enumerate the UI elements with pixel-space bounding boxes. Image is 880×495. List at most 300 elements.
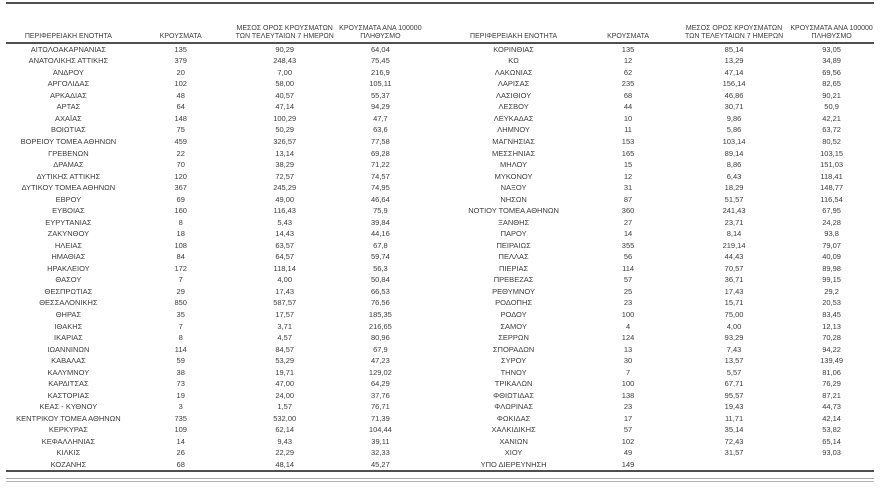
cases-cell: 160 xyxy=(174,206,187,216)
table-row xyxy=(6,344,422,356)
table-row xyxy=(6,229,422,241)
cases-cell: 7 xyxy=(625,367,631,377)
table-row xyxy=(450,401,874,413)
cases-cell: 57 xyxy=(623,425,633,435)
avg7-cell: 64,57 xyxy=(275,252,295,262)
avg7-cell: 9,86 xyxy=(726,113,742,123)
table-row xyxy=(6,309,422,321)
per100k-cell: 93,8 xyxy=(824,229,839,239)
per100k-cell: 55,37 xyxy=(371,90,390,100)
region-cell: ΛΕΣΒΟΥ xyxy=(498,102,529,112)
cases-cell: 100 xyxy=(621,309,635,319)
per100k-cell: 89,98 xyxy=(822,263,841,273)
region-cell: ΠΕΙΡΑΙΩΣ xyxy=(496,240,531,250)
region-cell: ΣΑΜΟΥ xyxy=(500,321,527,331)
region-cell: ΘΕΣΣΑΛΟΝΙΚΗΣ xyxy=(39,298,98,308)
cases-cell: 109 xyxy=(174,425,187,435)
cases-cell: 22 xyxy=(176,148,185,158)
avg7-cell: 58,00 xyxy=(275,79,295,89)
avg7-cell: 62,14 xyxy=(275,425,295,435)
per100k-cell: 104,44 xyxy=(368,425,392,435)
avg7-cell: 85,14 xyxy=(724,44,744,54)
cases-cell: 360 xyxy=(621,206,635,216)
cases-cell: 153 xyxy=(621,137,635,147)
cases-cell: 87 xyxy=(623,194,633,204)
cases-cell: 8 xyxy=(178,333,183,343)
table-row xyxy=(450,367,874,379)
avg7-cell: 93,29 xyxy=(724,333,744,343)
per100k-cell: 216,65 xyxy=(368,321,392,331)
per100k-cell: 71,22 xyxy=(371,160,390,170)
avg7-cell: 7,00 xyxy=(277,67,292,77)
avg7-cell: 3,71 xyxy=(277,321,292,331)
table-row xyxy=(6,390,422,402)
col-header-avg7-line2: ΤΩΝ ΤΕΛΕΥΤΑΙΩΝ 7 ΗΜΕΡΩΝ xyxy=(235,33,334,41)
col-header-cases xyxy=(131,10,231,44)
region-cell: ΚΟΖΑΝΗΣ xyxy=(50,459,87,469)
per100k-cell: 67,9 xyxy=(373,344,388,354)
col-header-per100k-line2: ΠΛΗΘΥΣΜΟ xyxy=(811,33,852,41)
per100k-cell: 82,65 xyxy=(822,79,841,89)
table-row xyxy=(6,171,422,183)
per100k-cell: 76,56 xyxy=(371,298,390,308)
per100k-cell: 29,2 xyxy=(824,286,839,296)
cases-cell: 8 xyxy=(178,217,183,227)
table-row xyxy=(450,355,874,367)
per100k-cell: 216,9 xyxy=(371,67,390,77)
col-header-region xyxy=(450,10,577,44)
avg7-cell: 116,43 xyxy=(273,206,296,216)
cases-cell: 100 xyxy=(621,379,635,389)
table-row xyxy=(450,148,874,160)
avg7-cell: 17,43 xyxy=(724,286,744,296)
cases-cell: 3 xyxy=(178,402,183,412)
avg7-cell: 156,14 xyxy=(722,79,746,89)
region-cell: ΚΑΡΔΙΤΣΑΣ xyxy=(48,379,89,389)
region-cell: ΛΕΥΚΑΔΑΣ xyxy=(493,113,534,123)
per100k-cell: 80,96 xyxy=(371,333,390,343)
region-cell: ΦΛΩΡΙΝΑΣ xyxy=(494,402,533,412)
cases-cell: 23 xyxy=(623,298,633,308)
region-cell: ΚΙΛΚΙΣ xyxy=(56,448,81,458)
region-cell: ΝΟΤΙΟΥ ΤΟΜΕΑ ΑΘΗΝΩΝ xyxy=(468,206,559,216)
avg7-cell: 6,43 xyxy=(726,171,742,181)
table-row xyxy=(450,378,874,390)
cases-cell: 172 xyxy=(174,263,187,273)
avg7-cell: 63,57 xyxy=(275,240,295,250)
avg7-cell: 326,57 xyxy=(273,137,297,147)
region-cell: ΠΡΕΒΕΖΑΣ xyxy=(493,275,534,285)
region-cell: ΜΕΣΣΗΝΙΑΣ xyxy=(492,148,536,158)
table-row xyxy=(6,355,422,367)
table-row xyxy=(450,263,874,275)
table-row xyxy=(450,252,874,264)
cases-cell: 57 xyxy=(623,275,633,285)
region-cell: ΗΜΑΘΙΑΣ xyxy=(51,252,86,262)
region-cell: ΧΑΛΚΙΔΙΚΗΣ xyxy=(491,425,536,435)
per100k-cell: 81,06 xyxy=(822,367,841,377)
cases-cell: 120 xyxy=(174,171,187,181)
avg7-cell: 5,86 xyxy=(726,125,742,135)
avg7-cell: 587,57 xyxy=(273,298,297,308)
cases-cell: 108 xyxy=(174,240,187,250)
avg7-cell: 70,57 xyxy=(724,263,744,273)
per100k-cell: 53,82 xyxy=(822,425,841,435)
table-row xyxy=(6,275,422,287)
table-row xyxy=(6,194,422,206)
region-cell: ΝΑΞΟΥ xyxy=(500,183,527,193)
table-row xyxy=(450,459,874,471)
avg7-cell: 17,57 xyxy=(275,309,295,319)
per100k-cell: 76,29 xyxy=(822,379,841,389)
cases-table-right xyxy=(450,10,874,471)
per100k-cell: 40,09 xyxy=(822,252,841,262)
table-row xyxy=(6,125,422,137)
region-cell: ΔΡΑΜΑΣ xyxy=(53,160,84,170)
per100k-cell: 42,21 xyxy=(822,113,841,123)
table-row xyxy=(6,240,422,252)
region-cell: ΤΗΝΟΥ xyxy=(500,367,527,377)
cases-cell: 7 xyxy=(178,275,183,285)
per100k-cell: 148,77 xyxy=(820,183,844,193)
cases-cell: 27 xyxy=(623,217,633,227)
cases-cell: 38 xyxy=(176,367,185,377)
region-cell: ΓΡΕΒΕΝΩΝ xyxy=(48,148,89,158)
cases-cell: 19 xyxy=(176,390,185,400)
region-cell: ΝΗΣΩΝ xyxy=(500,194,527,204)
avg7-cell: 241,43 xyxy=(722,206,746,216)
region-cell: ΜΥΚΟΝΟΥ xyxy=(494,171,533,181)
region-cell: ΙΚΑΡΙΑΣ xyxy=(53,333,83,343)
table-row xyxy=(6,401,422,413)
col-header-per100k-line1: ΚΡΟΥΣΜΑΤΑ ΑΝΑ 100000 xyxy=(339,24,422,32)
cases-cell: 114 xyxy=(622,263,635,273)
region-cell: ΑΧΑΪΑΣ xyxy=(55,113,82,123)
cases-cell: 459 xyxy=(174,137,187,147)
cases-cell: 14 xyxy=(176,436,185,446)
avg7-cell: 13,57 xyxy=(724,356,744,366)
table-row xyxy=(450,344,874,356)
col-header-per100k xyxy=(339,10,422,44)
region-cell: ΔΥΤΙΚΗΣ ΑΤΤΙΚΗΣ xyxy=(36,171,101,181)
cases-cell: 7 xyxy=(178,321,183,331)
per100k-cell: 39,11 xyxy=(371,436,390,446)
region-cell: ΕΥΒΟΙΑΣ xyxy=(52,206,85,216)
cases-cell: 73 xyxy=(176,379,185,389)
per100k-cell: 116,54 xyxy=(820,194,843,204)
avg7-cell: 31,57 xyxy=(724,448,744,458)
region-cell: ΕΥΡΥΤΑΝΙΑΣ xyxy=(45,217,92,227)
region-cell: ΘΗΡΑΣ xyxy=(55,309,82,319)
region-cell: ΛΑΚΩΝΙΑΣ xyxy=(494,67,533,77)
cases-cell: 12 xyxy=(623,56,633,66)
region-cell: ΒΟΙΩΤΙΑΣ xyxy=(50,125,86,135)
cases-cell: 379 xyxy=(174,56,187,66)
region-cell: ΜΗΛΟΥ xyxy=(500,160,528,170)
region-cell: ΤΡΙΚΑΛΩΝ xyxy=(494,379,533,389)
cases-cell: 49 xyxy=(623,448,633,458)
region-cell: ΧΙΟΥ xyxy=(504,448,523,458)
table-row xyxy=(6,90,422,102)
region-cell: ΦΩΚΙΔΑΣ xyxy=(496,413,531,423)
region-cell: ΠΕΛΛΑΣ xyxy=(498,252,529,262)
top-rule xyxy=(6,2,874,4)
avg7-cell: 19,43 xyxy=(724,402,744,412)
avg7-cell: 51,57 xyxy=(724,194,744,204)
cases-cell: 149 xyxy=(621,459,635,469)
avg7-cell: 13,14 xyxy=(275,148,295,158)
avg7-cell: 4,57 xyxy=(277,333,292,343)
avg7-cell: 35,14 xyxy=(724,425,744,435)
cases-cell: 135 xyxy=(174,44,187,54)
avg7-cell: 40,57 xyxy=(275,90,295,100)
avg7-cell: 118,14 xyxy=(273,263,296,273)
cases-cell: 31 xyxy=(623,183,633,193)
region-cell: ΘΕΣΠΡΩΤΙΑΣ xyxy=(44,286,93,296)
region-cell: ΘΑΣΟΥ xyxy=(55,275,82,285)
avg7-cell: 47,00 xyxy=(275,379,295,389)
avg7-cell: 103,14 xyxy=(722,137,746,147)
cases-cell: 12 xyxy=(623,171,633,181)
table-row xyxy=(450,229,874,241)
avg7-cell: 8,14 xyxy=(726,229,742,239)
table-row xyxy=(450,298,874,310)
per100k-cell: 75,9 xyxy=(373,206,388,216)
table-row xyxy=(6,67,422,79)
cases-cell: 64 xyxy=(176,102,185,112)
region-cell: ΗΛΕΙΑΣ xyxy=(54,240,82,250)
table-row xyxy=(6,332,422,344)
cases-cell: 18 xyxy=(176,229,185,239)
avg7-cell: 5,57 xyxy=(726,367,742,377)
per100k-cell: 59,74 xyxy=(371,252,390,262)
avg7-cell: 75,00 xyxy=(724,309,744,319)
avg7-cell: 5,43 xyxy=(277,217,292,227)
per100k-cell: 76,71 xyxy=(371,402,390,412)
col-header-region-label: ΠΕΡΙΦΕΡΕΙΑΚΗ ΕΝΟΤΗΤΑ xyxy=(24,33,112,41)
table-row xyxy=(6,102,422,114)
table-row xyxy=(6,321,422,333)
cases-cell: 165 xyxy=(621,148,635,158)
per100k-cell: 66,53 xyxy=(371,286,390,296)
cases-cell: 114 xyxy=(174,344,187,354)
region-cell: ΚΩ xyxy=(508,56,519,66)
per100k-cell: 94,29 xyxy=(371,102,390,112)
cases-cell: 75 xyxy=(176,125,185,135)
header-row xyxy=(450,10,874,44)
per100k-cell: 105,11 xyxy=(369,79,392,89)
col-header-cases-label: ΚΡΟΥΣΜΑΤΑ xyxy=(607,33,650,41)
footer-divider-rule xyxy=(6,478,874,482)
region-cell: ΚΕΝΤΡΙΚΟΥ ΤΟΜΕΑ ΑΘΗΝΩΝ xyxy=(16,413,121,423)
avg7-cell: 47,14 xyxy=(275,102,295,112)
region-cell: ΚΑΛΥΜΝΟΥ xyxy=(47,367,90,377)
region-cell: ΕΒΡΟΥ xyxy=(55,194,82,204)
per100k-cell: 50,9 xyxy=(824,102,839,112)
region-cell: ΙΘΑΚΗΣ xyxy=(54,321,83,331)
avg7-cell: 245,29 xyxy=(273,183,297,193)
region-cell: ΖΑΚΥΝΘΟΥ xyxy=(47,229,90,239)
region-cell: ΑΝΑΤΟΛΙΚΗΣ ΑΤΤΙΚΗΣ xyxy=(28,56,109,66)
table-row xyxy=(450,90,874,102)
table-row xyxy=(450,182,874,194)
cases-cell: 62 xyxy=(623,67,633,77)
cases-cell: 13 xyxy=(623,344,633,354)
table-row xyxy=(450,125,874,137)
avg7-cell: 72,57 xyxy=(275,171,295,181)
per100k-cell: 64,04 xyxy=(371,44,390,54)
avg7-cell: 248,43 xyxy=(273,56,297,66)
table-row xyxy=(450,448,874,460)
cases-cell: 4 xyxy=(625,321,631,331)
per100k-cell: 56,3 xyxy=(373,263,388,273)
cases-cell: 102 xyxy=(174,79,187,89)
per100k-cell: 77,58 xyxy=(371,137,390,147)
avg7-cell: 4,00 xyxy=(726,321,742,331)
cases-cell: 59 xyxy=(176,356,185,366)
region-cell: ΙΩΑΝΝΙΝΩΝ xyxy=(47,344,90,354)
region-cell: ΧΑΝΙΩΝ xyxy=(499,436,528,446)
avg7-cell: 7,43 xyxy=(726,344,742,354)
avg7-cell: 38,29 xyxy=(275,160,295,170)
cases-cell: 68 xyxy=(623,90,633,100)
cases-cell: 102 xyxy=(621,436,635,446)
cases-cell: 735 xyxy=(174,413,187,423)
avg7-cell: 30,71 xyxy=(724,102,744,112)
region-cell: ΚΑΒΑΛΑΣ xyxy=(51,356,86,366)
table-row xyxy=(6,459,422,471)
region-cell: ΠΑΡΟΥ xyxy=(500,229,527,239)
avg7-cell: 532,00 xyxy=(273,413,297,423)
avg7-cell: 17,43 xyxy=(275,286,295,296)
per100k-cell: 44,73 xyxy=(822,402,841,412)
avg7-cell: 8,86 xyxy=(726,160,742,170)
avg7-cell: 50,29 xyxy=(275,125,295,135)
avg7-cell: 84,57 xyxy=(275,344,295,354)
per100k-cell: 69,56 xyxy=(822,67,841,77)
per100k-cell: 93,03 xyxy=(822,448,841,458)
table-row xyxy=(450,171,874,183)
per100k-cell: 75,45 xyxy=(371,56,390,66)
per100k-cell: 71,39 xyxy=(371,413,390,423)
table-row xyxy=(450,194,874,206)
per100k-cell: 63,6 xyxy=(373,125,388,135)
per100k-cell: 47,7 xyxy=(373,113,388,123)
per100k-cell: 45,27 xyxy=(371,459,390,469)
cases-cell: 30 xyxy=(623,356,633,366)
per100k-cell: 80,52 xyxy=(822,137,841,147)
avg7-cell: 22,29 xyxy=(275,448,295,458)
table-row xyxy=(6,367,422,379)
cases-cell: 68 xyxy=(176,459,185,469)
per100k-cell: 74,95 xyxy=(371,183,390,193)
region-cell: ΥΠΟ ΔΙΕΡΕΥΝΗΣΗ xyxy=(480,459,547,469)
table-row xyxy=(6,182,422,194)
col-header-avg7-line1: ΜΕΣΟΣ ΟΡΟΣ ΚΡΟΥΣΜΑΤΩΝ xyxy=(685,24,783,32)
table-row xyxy=(450,79,874,91)
table-row xyxy=(6,286,422,298)
avg7-cell: 36,71 xyxy=(724,275,744,285)
per100k-cell: 63,72 xyxy=(822,125,841,135)
cases-cell: 35 xyxy=(176,309,185,319)
region-cell: ΑΝΔΡΟΥ xyxy=(52,67,84,77)
cases-cell: 850 xyxy=(174,298,187,308)
cases-cell: 84 xyxy=(176,252,185,262)
table-body-left xyxy=(6,44,422,471)
table-row xyxy=(450,217,874,229)
col-header-avg7 xyxy=(231,10,339,44)
avg7-cell: 44,43 xyxy=(724,252,744,262)
table-row xyxy=(450,436,874,448)
region-cell: ΦΘΙΩΤΙΔΑΣ xyxy=(493,390,534,400)
per100k-cell: 64,29 xyxy=(371,379,390,389)
avg7-cell: 24,00 xyxy=(275,390,295,400)
table-row xyxy=(450,240,874,252)
cases-cell: 17 xyxy=(623,413,633,423)
per100k-cell: 118,41 xyxy=(820,171,843,181)
region-cell: ΔΥΤΙΚΟΥ ΤΟΜΕΑ ΑΘΗΝΩΝ xyxy=(21,183,116,193)
table-body-right xyxy=(450,44,874,471)
region-cell: ΑΡΓΟΛΙΔΑΣ xyxy=(47,79,90,89)
avg7-cell: 48,14 xyxy=(275,459,295,469)
region-cell: ΡΟΔΟΠΗΣ xyxy=(495,298,533,308)
table-row xyxy=(450,321,874,333)
region-cell: ΣΕΡΡΩΝ xyxy=(498,333,529,343)
per100k-cell: 83,45 xyxy=(822,309,841,319)
col-header-region-label: ΠΕΡΙΦΕΡΕΙΑΚΗ ΕΝΟΤΗΤΑ xyxy=(470,33,558,41)
table-row xyxy=(450,102,874,114)
cases-cell: 355 xyxy=(621,240,635,250)
cases-cell: 124 xyxy=(621,333,635,343)
cases-cell: 367 xyxy=(174,183,187,193)
avg7-cell xyxy=(679,459,789,471)
region-cell: ΚΟΡΙΝΘΙΑΣ xyxy=(493,44,534,54)
region-cell: ΡΟΔΟΥ xyxy=(500,309,527,319)
avg7-cell: 19,71 xyxy=(275,367,295,377)
region-cell: ΛΑΡΙΣΑΣ xyxy=(497,79,530,89)
region-cell: ΑΙΤΩΛΟΑΚΑΡΝΑΝΙΑΣ xyxy=(30,44,107,54)
region-cell: ΣΥΡΟΥ xyxy=(500,356,527,366)
cases-table-left xyxy=(6,10,422,471)
table-row xyxy=(450,286,874,298)
avg7-cell: 100,29 xyxy=(273,113,297,123)
per100k-cell: 94,22 xyxy=(822,344,841,354)
col-header-cases xyxy=(577,10,679,44)
avg7-cell: 72,43 xyxy=(724,436,744,446)
cases-cell: 10 xyxy=(623,113,633,123)
per100k-cell: 46,64 xyxy=(371,194,390,204)
table-row xyxy=(6,448,422,460)
per100k-cell: 20,53 xyxy=(822,298,841,308)
avg7-cell: 18,29 xyxy=(724,183,744,193)
per100k-cell: 99,15 xyxy=(822,275,841,285)
avg7-cell: 4,00 xyxy=(277,275,292,285)
cases-cell: 138 xyxy=(621,390,635,400)
cases-cell: 135 xyxy=(621,44,635,54)
per100k-cell: 67,8 xyxy=(373,240,388,250)
avg7-cell: 90,29 xyxy=(275,44,295,54)
table-row xyxy=(6,263,422,275)
per100k-cell xyxy=(789,459,874,471)
region-cell: ΑΡΚΑΔΙΑΣ xyxy=(50,90,87,100)
cases-cell: 69 xyxy=(176,194,185,204)
per100k-cell: 69,28 xyxy=(371,148,390,158)
avg7-cell: 47,14 xyxy=(724,67,744,77)
table-row xyxy=(450,425,874,437)
per100k-cell: 37,76 xyxy=(371,390,390,400)
avg7-cell: 46,86 xyxy=(724,90,744,100)
region-cell: ΛΑΣΙΘΙΟΥ xyxy=(495,90,532,100)
